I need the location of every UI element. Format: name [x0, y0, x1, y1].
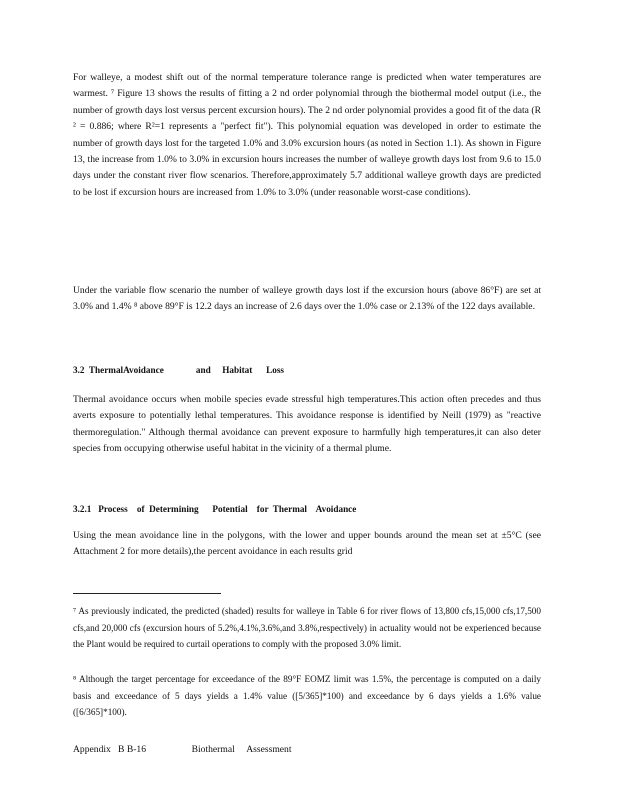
paragraph-variable-flow: Under the variable flow scenario the number of walleye growth days lost if the excursion hours (above 86°F) are set at 3.0% and 1.4% ⁸ above 89°F is 12.2 days an increase of 2.6 days over the 1.0% case or 2.13% of the 122 days available. — [73, 285, 541, 313]
footnote-7: ⁷ As previously indicated, the predicted (shaded) results for walleye in Table 6 for river flows of 13,800 cfs,15,000 cfs,17,500 cfs,and 20,000 cfs (excursion hours of 5.2%,4.1%,3.6%,and 3.8%,respectively) in actuality would not be experienced because the Plant would be required to curtail operations to comply with the proposed 3.0% limit. — [73, 606, 541, 650]
paragraph-walleye-shift: For walleye, a modest shift out of the normal temperature tolerance range is predicted when water temperatures are warmest. ⁷ Figure 13 shows the results of fitting a 2 nd order polynomial through the biothermal model output (i.e., the number of growth days lost versus percent excursion hours). The 2 nd order polynomial provides a good fit of the data (R ² = 0.886; where R²=1 represents a "perfect fit"). This polynomial equation was developed in order to estimate the number of growth days lost for the targeted 1.0% and 3.0% excursion hours (as noted in Section 1.1). As shown in Figure 13, the increase from 1.0% to 3.0% in excursion hours increases the number of walleye growth days lost from 9.6 to 15.0 days under the constant river flow scenarios. Therefore,approximately 5.7 additional walleye growth days are predicted to be lost if excursion hours are increased from 1.0% to 3.0% (under reasonable worst-case conditions). — [73, 72, 541, 198]
section-heading-3-2: 3.2 ThermalAvoidance and Habitat Loss — [73, 365, 284, 375]
footnote-8: ⁸ Although the target percentage for exceedance of the 89°F EOMZ limit was 1.5%, the percentage is computed on a daily basis and exceedance of 5 days yields a 1.4% value ([5/365]*100) and exceedance by 6 days yields a 1.6% value ([6/365]*100). — [73, 674, 541, 718]
section-heading-3-2-1: 3.2.1 Process of Determining Potential for Thermal Avoidance — [73, 504, 357, 514]
page-footer: Appendix B B-16 Biothermal Assessment — [73, 744, 292, 755]
footnote-separator — [73, 593, 221, 594]
paragraph-thermal-avoidance: Thermal avoidance occurs when mobile species evade stressful high temperatures.This action often precedes and thus averts exposure to potentially lethal temperatures. This avoidance response is identified by Neill (1979) as "reactive thermoregulation." Although thermal avoidance can prevent exposure to harmfully high temperatures,it can also deter species from occupying otherwise useful habitat in the vicinity of a thermal plume. — [73, 394, 541, 455]
paragraph-mean-avoidance: Using the mean avoidance line in the polygons, with the lower and upper bounds around the mean set at ±5°C (see Attachment 2 for more details),the percent avoidance in each results grid — [73, 530, 541, 558]
